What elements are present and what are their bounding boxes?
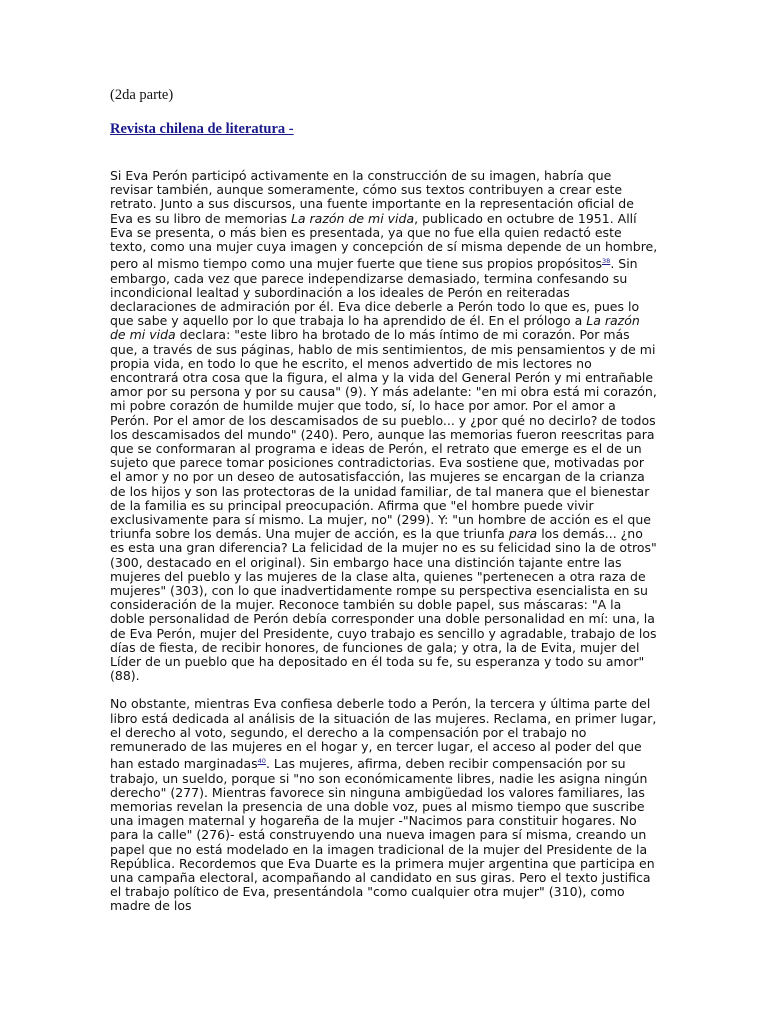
part-label: (2da parte) bbox=[110, 87, 174, 103]
paragraph-2-text-1: No obstante, mientras Eva confiesa deberle todo a Perón, la tercera y última parte del libro está dedicada al análisis de la situación de las mujeres. Reclama, en primer lugar, el derecho al voto, segundo, el derecho a la compensación por el trabajo no remunerado de las mujeres en el hogar y, en tercer lugar, el acceso al poder del que han estado marginadas bbox=[110, 696, 657, 772]
paragraph-2 bbox=[110, 697, 658, 913]
paragraph-1-text-1: Si Eva Perón participó activamente en la construcción de su imagen, habría que revisar también, aunque someramente, cómo sus textos contribuyen a crear este retrato. Junto a sus discursos, una fuente importante en la representación oficial de Eva es su libro de memorias bbox=[110, 168, 634, 226]
paragraph-1 bbox=[110, 169, 658, 683]
footnote-link-40[interactable]: 40 bbox=[257, 757, 266, 766]
emphasis-para: para bbox=[508, 526, 538, 542]
paragraph-1-text-2: , publicado en octubre de 1951. Allí Eva se presenta, o más bien es presentada, ya que no fue ella quien redactó este texto, como una mujer cuya imagen y concepción de sí misma depende de un hombre, pero al mismo tiempo como una mujer fuerte que tiene sus propios propósitos bbox=[110, 210, 658, 272]
paragraph-1-text-4: declara: "este libro ha brotado de lo más íntimo de mi corazón. Por más que, a través de sus páginas, hablo de mis sentimientos, de mis pensamientos y de mi propia vida, en todo lo que he escrito, el menos advertido de mis lectores no encontrará otra cosa que la figura, el alma y la vida del General Perón y mi entrañable amor por su persona y por su causa" (9). Y más adelante: "en mi obra está mi corazón, mi pobre corazón de humilde mujer que todo, sí, lo hace por amor. Por el amor a Perón. Por el amor de los descamisados de su pueblo... y ¿por qué no decirlo? de todos los descamisados del mundo" (240). Pero, aunque las memorias fueron reescritas para que se conformaran al programa e ideas de Perón, el retrato que emerge es el de un sujeto que parece tomar posiciones contradictorias. Eva sostiene que, motivadas por el amor y no por un deseo de autosatisfacción, las mujeres se encargan de la crianza de los hijos y son las protectoras de la unidad familiar, de tal manera que el bienestar de la familia es su principal preocupación. Afirma que "el hombre puede vivir exclusivamente para sí mismo. La mujer, no" (299). Y: "un hombre de acción es el que triunfa sobre los demás. Una mujer de acción, es la que triunfa bbox=[110, 327, 657, 542]
article-body bbox=[110, 169, 658, 928]
book-title: La razón de mi vida bbox=[290, 210, 415, 226]
journal-link[interactable]: Revista chilena de literatura - bbox=[110, 121, 294, 137]
paragraph-1-text-5: los demás... ¿no es esta una gran diferencia? La felicidad de la mujer no es su felicidad sino la de otros" (300, destacado en el original). Sin embargo hace una distinción tajante entre las mujeres del pueblo y las mujeres de la clase alta, quienes "pertenecen a otra raza de mujeres" (303), con lo que inadvertidamente rompe su perspectiva esencialista en su consideración de la mujer. Reconoce también su doble papel, sus máscaras: "A la doble personalidad de Perón debía corresponder una doble personalidad en mí: una, la de Eva Perón, mujer del Presidente, cuyo trabajo es sencillo y agradable, trabajo de los días de fiesta, de recibir honores, de funciones de gala; y otra, la de Evita, mujer del Líder de un pueblo que ha depositado en él toda su fe, su esperanza y todo su amor" (88). bbox=[110, 526, 657, 684]
book-title: La razón de mi vida bbox=[110, 313, 640, 343]
footnote-link-38[interactable]: 38 bbox=[602, 257, 611, 266]
paragraph-2-text-2: . Las mujeres, afirma, deben recibir compensación por su trabajo, un sueldo, porque si "no son económicamente libres, nadie les asigna ningún derecho" (277). Mientras favorece sin ninguna ambigüedad los valores familiares, las memorias revelan la presencia de una doble voz, pues al mismo tiempo que suscribe una imagen maternal y hogareña de la mujer -"Nacimos para constituir hogares. No para la calle" (276)- está construyendo una nueva imagen para sí misma, creando un papel que no está modelado en la imagen tradicional de la mujer del Presidente de la República. Recordemos que Eva Duarte es la primera mujer argentina que participa en una campaña electoral, acompañando al candidato en sus giras. Pero el texto justifica el trabajo político de Eva, presentándola "como cualquier otra mujer" (310), como madre de los bbox=[110, 756, 655, 914]
paragraph-1-text-3: . Sin embargo, cada vez que parece independizarse demasiado, termina confesando su incondicional lealtad y subordinación a los ideales de Perón en reiteradas declaraciones de admiración por él. Eva dice deberle a Perón todo lo que es, pues lo que sabe y aquello por lo que trabaja lo ha aprendido de él. En el prólogo a bbox=[110, 256, 640, 329]
